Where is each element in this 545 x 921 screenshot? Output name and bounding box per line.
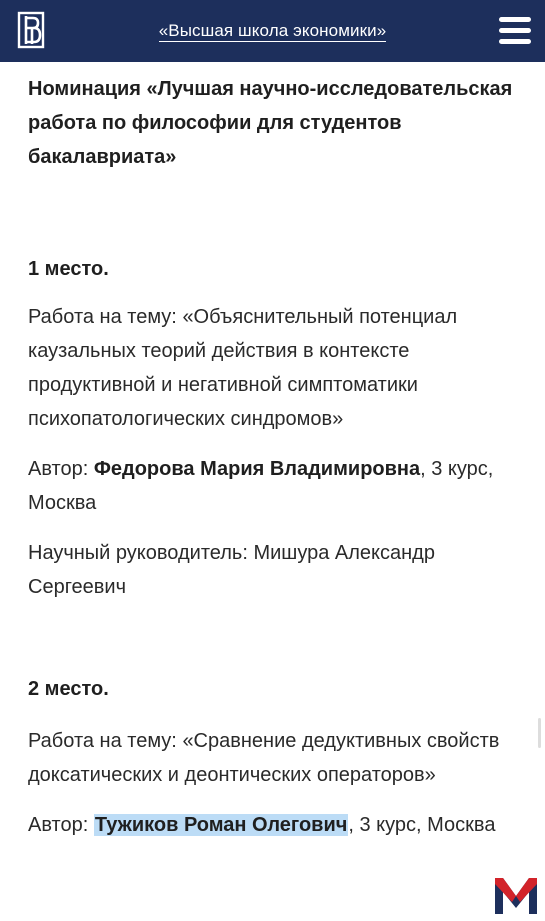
place-2-topic <box>28 724 520 792</box>
site-title-link[interactable] <box>0 21 545 41</box>
place-2-heading: 2 место. <box>28 678 109 700</box>
nomination-heading: Номинация «Лучшая научно-исследовательская работа по философии для студентов бакалавриата» <box>28 78 513 168</box>
hamburger-menu-icon[interactable] <box>499 15 531 45</box>
topic-prefix: Работа на тему: <box>28 730 183 752</box>
place-2-author <box>28 808 520 842</box>
author-prefix: Автор: <box>28 458 94 480</box>
site-title-text[interactable]: «Высшая школа экономики» <box>158 21 387 40</box>
author-prefix: Автор: <box>28 814 94 836</box>
topic-text: «Сравнение дедуктивных свойств доксатических и деонтических операторов» <box>28 730 500 786</box>
place-1-heading: 1 место. <box>28 258 109 280</box>
author-suffix: , 3 курс, Москва <box>28 458 494 514</box>
place-1-supervisor <box>28 536 520 604</box>
scrollbar-thumb[interactable] <box>538 718 541 748</box>
author-name-highlighted[interactable]: Тужиков Роман Олегович <box>94 814 348 836</box>
place-1-author <box>28 452 520 520</box>
topic-text: «Объяснительный потенциал каузальных теорий действия в контексте продуктивной и негативной симптоматики психопатологических синдромов» <box>28 306 458 430</box>
topic-prefix: Работа на тему: <box>28 306 183 328</box>
supervisor-prefix: Научный руководитель: <box>28 542 254 564</box>
author-suffix: , 3 курс, Москва <box>348 814 496 836</box>
place-1-topic <box>28 300 520 436</box>
supervisor-name: Мишура Александр Сергеевич <box>28 542 435 598</box>
author-name: Федорова Мария Владимировна <box>93 458 421 480</box>
site-header <box>0 0 545 62</box>
m-logo-icon <box>493 874 539 916</box>
article-content <box>28 62 520 842</box>
